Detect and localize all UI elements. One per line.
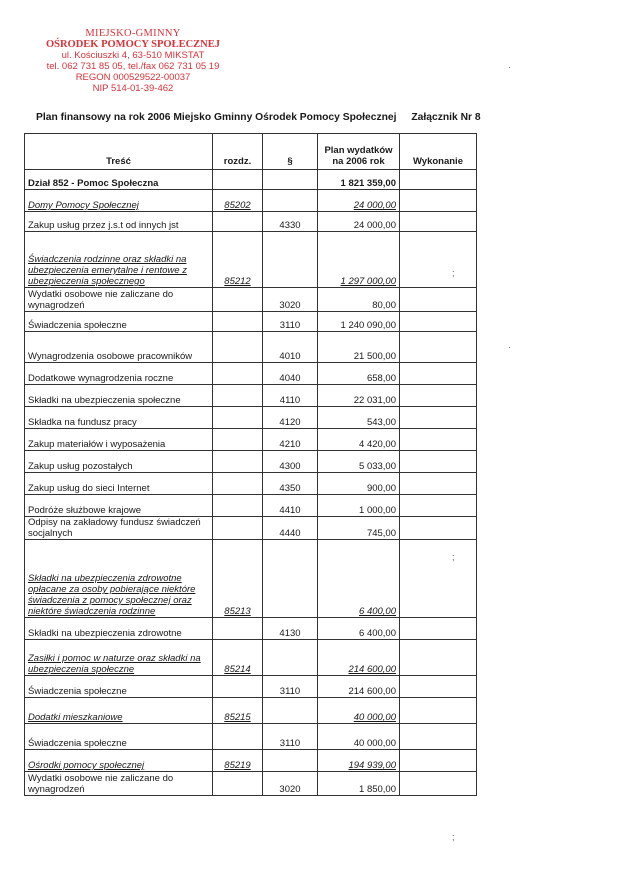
table-row (25, 517, 477, 540)
row-paragraph: 4040 (263, 363, 318, 385)
header-tresc: Treść (25, 134, 213, 170)
table-row (25, 429, 477, 451)
stamp-line: tel. 062 731 85 05, tel./fax 062 731 05 19 (46, 61, 220, 72)
row-plan-amount: 543,00 (318, 407, 400, 429)
header-plan: Plan wydatków na 2006 rok (318, 134, 400, 170)
row-description: Świadczenia społeczne (25, 312, 213, 332)
table-body (25, 170, 477, 796)
row-paragraph: 3110 (263, 724, 318, 750)
table-row (25, 451, 477, 473)
row-chapter: 85202 (213, 190, 263, 212)
row-paragraph: 3110 (263, 312, 318, 332)
header-paragraf: § (263, 134, 318, 170)
row-paragraph: 4330 (263, 212, 318, 232)
row-plan-amount: 214 600,00 (318, 640, 400, 676)
row-paragraph: 4300 (263, 451, 318, 473)
row-execution (400, 772, 477, 796)
row-plan-amount: 6 400,00 (318, 618, 400, 640)
row-paragraph (263, 640, 318, 676)
row-execution (400, 540, 477, 618)
row-description: Zasiłki i pomoc w naturze oraz składki na ubezpieczenia społeczne (25, 640, 213, 676)
row-execution (400, 332, 477, 363)
row-plan-amount: 900,00 (318, 473, 400, 495)
table-row (25, 363, 477, 385)
row-chapter: 85214 (213, 640, 263, 676)
stamp-line: OŚRODEK POMOCY SPOŁECZNEJ (45, 39, 221, 50)
row-description: Wydatki osobowe nie zaliczane do wynagrodzeń (25, 772, 213, 796)
row-description: Odpisy na zakładowy fundusz świadczeń socjalnych (25, 517, 213, 540)
row-execution (400, 618, 477, 640)
row-chapter (213, 312, 263, 332)
row-plan-amount: 6 400,00 (318, 540, 400, 618)
row-plan-amount: 1 821 359,00 (318, 170, 400, 190)
table-row (25, 232, 477, 288)
table-row (25, 676, 477, 698)
row-execution (400, 698, 477, 724)
row-plan-amount: 22 031,00 (318, 385, 400, 407)
row-plan-amount: 21 500,00 (318, 332, 400, 363)
row-execution (400, 407, 477, 429)
row-plan-amount: 40 000,00 (318, 724, 400, 750)
row-description: Domy Pomocy Społecznej (25, 190, 213, 212)
row-plan-amount: 4 420,00 (318, 429, 400, 451)
scan-mark: · (508, 342, 511, 352)
scan-mark: ; (452, 832, 455, 842)
row-plan-amount: 745,00 (318, 517, 400, 540)
row-description: Świadczenia społeczne (25, 724, 213, 750)
row-paragraph (263, 170, 318, 190)
stamp-line: ul. Kościuszki 4, 63-510 MIKSTAT (61, 50, 205, 61)
table-row (25, 385, 477, 407)
row-chapter (213, 363, 263, 385)
stamp-line: NIP 514-01-39-462 (92, 83, 174, 94)
row-chapter (213, 407, 263, 429)
row-chapter (213, 676, 263, 698)
row-paragraph: 3020 (263, 288, 318, 312)
row-execution (400, 429, 477, 451)
row-paragraph: 4010 (263, 332, 318, 363)
row-chapter (213, 332, 263, 363)
row-paragraph (263, 750, 318, 772)
row-chapter (213, 429, 263, 451)
row-chapter (213, 495, 263, 517)
row-chapter (213, 772, 263, 796)
row-paragraph (263, 232, 318, 288)
row-plan-amount: 40 000,00 (318, 698, 400, 724)
row-paragraph: 4210 (263, 429, 318, 451)
row-chapter (213, 212, 263, 232)
row-execution (400, 232, 477, 288)
row-description: Składki na ubezpieczenia społeczne (25, 385, 213, 407)
row-description: Zakup usług przez j.s.t od innych jst (25, 212, 213, 232)
row-chapter: 85212 (213, 232, 263, 288)
table-row (25, 312, 477, 332)
page-title (36, 112, 496, 123)
row-plan-amount: 24 000,00 (318, 190, 400, 212)
institution-stamp (28, 28, 238, 94)
table-row (25, 750, 477, 772)
row-execution (400, 473, 477, 495)
row-description: Dodatkowe wynagrodzenia roczne (25, 363, 213, 385)
row-chapter (213, 618, 263, 640)
row-chapter: 85219 (213, 750, 263, 772)
row-chapter (213, 473, 263, 495)
scan-mark: ; (452, 268, 455, 278)
row-description: Podróże służbowe krajowe (25, 495, 213, 517)
table-row (25, 190, 477, 212)
row-paragraph (263, 698, 318, 724)
row-description: Wydatki osobowe nie zaliczane do wynagrodzeń (25, 288, 213, 312)
row-chapter: 85213 (213, 540, 263, 618)
stamp-line: MIEJSKO-GMINNY (85, 28, 181, 39)
row-description: Zakup usług do sieci Internet (25, 473, 213, 495)
row-chapter (213, 385, 263, 407)
row-execution (400, 170, 477, 190)
scan-mark: ; (452, 552, 455, 562)
table-row (25, 407, 477, 429)
table-row (25, 772, 477, 796)
row-paragraph: 4120 (263, 407, 318, 429)
row-description: Dodatki mieszkaniowe (25, 698, 213, 724)
row-chapter: 85215 (213, 698, 263, 724)
row-execution (400, 517, 477, 540)
row-chapter (213, 517, 263, 540)
annex-label: Załącznik Nr 8 (411, 112, 481, 123)
row-execution (400, 750, 477, 772)
row-chapter (213, 724, 263, 750)
table-row (25, 473, 477, 495)
budget-table (24, 133, 477, 796)
table-row (25, 618, 477, 640)
table-row (25, 288, 477, 312)
row-description: Składka na fundusz pracy (25, 407, 213, 429)
row-description: Ośrodki pomocy społecznej (25, 750, 213, 772)
row-description: Wynagrodzenia osobowe pracowników (25, 332, 213, 363)
row-execution (400, 640, 477, 676)
row-execution (400, 451, 477, 473)
row-plan-amount: 1 297 000,00 (318, 232, 400, 288)
row-chapter (213, 451, 263, 473)
row-execution (400, 495, 477, 517)
document-title: Plan finansowy na rok 2006 Miejsko Gminny Ośrodek Pomocy Społecznej (36, 112, 397, 123)
header-rozdz: rozdz. (213, 134, 263, 170)
row-execution (400, 363, 477, 385)
row-description: Świadczenia rodzinne oraz składki na ubezpieczenia emerytalne i rentowe z ubezpieczenia społecznego (25, 232, 213, 288)
table-header-row (25, 134, 477, 170)
row-plan-amount: 658,00 (318, 363, 400, 385)
table-row (25, 698, 477, 724)
row-paragraph: 3020 (263, 772, 318, 796)
table-row (25, 540, 477, 618)
row-execution (400, 212, 477, 232)
row-description: Świadczenia społeczne (25, 676, 213, 698)
header-wykonanie: Wykonanie (400, 134, 477, 170)
row-plan-amount: 5 033,00 (318, 451, 400, 473)
row-plan-amount: 214 600,00 (318, 676, 400, 698)
stamp-line: REGON 000529522-00037 (75, 72, 191, 83)
row-execution (400, 385, 477, 407)
row-chapter (213, 170, 263, 190)
row-plan-amount: 194 939,00 (318, 750, 400, 772)
table-row (25, 724, 477, 750)
row-execution (400, 288, 477, 312)
row-chapter (213, 288, 263, 312)
row-paragraph: 4110 (263, 385, 318, 407)
row-description: Składki na ubezpieczenia zdrowotne (25, 618, 213, 640)
row-execution (400, 676, 477, 698)
row-plan-amount: 1 850,00 (318, 772, 400, 796)
row-paragraph: 4350 (263, 473, 318, 495)
row-paragraph (263, 190, 318, 212)
table-row (25, 170, 477, 190)
row-description: Zakup materiałów i wyposażenia (25, 429, 213, 451)
table-row (25, 640, 477, 676)
row-paragraph (263, 540, 318, 618)
row-paragraph: 4410 (263, 495, 318, 517)
row-execution (400, 724, 477, 750)
row-description: Dział 852 - Pomoc Społeczna (25, 170, 213, 190)
row-execution (400, 312, 477, 332)
row-description: Składki na ubezpieczenia zdrowotne opłacane za osoby pobierające niektóre świadczenia z pomocy społecznej oraz niektóre świadczenia rodzinne (25, 540, 213, 618)
scan-mark: · (508, 62, 511, 72)
table-row (25, 332, 477, 363)
row-execution (400, 190, 477, 212)
row-description: Zakup usług pozostałych (25, 451, 213, 473)
row-plan-amount: 80,00 (318, 288, 400, 312)
row-plan-amount: 1 240 090,00 (318, 312, 400, 332)
row-plan-amount: 1 000,00 (318, 495, 400, 517)
table-row (25, 212, 477, 232)
row-paragraph: 3110 (263, 676, 318, 698)
row-paragraph: 4440 (263, 517, 318, 540)
table-row (25, 495, 477, 517)
row-paragraph: 4130 (263, 618, 318, 640)
row-plan-amount: 24 000,00 (318, 212, 400, 232)
